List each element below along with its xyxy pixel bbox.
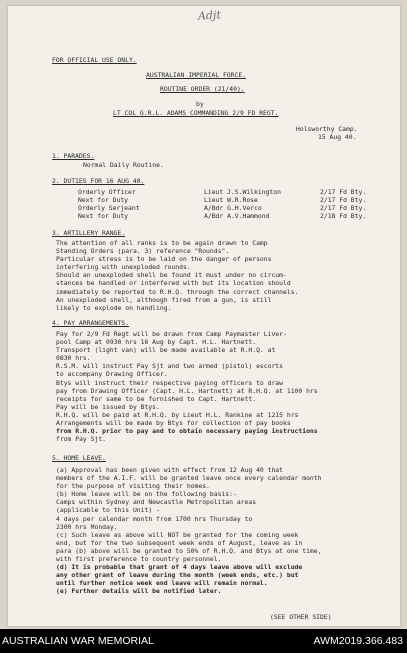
restriction-heading: FOR OFFICIAL USE ONLY. xyxy=(52,56,137,64)
by-line: by xyxy=(196,100,204,108)
duty-row: Orderly Serjeant A/Bdr G.H.Verco 2/17 Fd Bty. xyxy=(78,204,367,212)
place-line: Holsworthy Camp. xyxy=(296,125,358,133)
section-2-title: 2. DUTIES FOR 16 AUG 40. xyxy=(52,177,145,185)
force-heading: AUSTRALIAN IMPERIAL FORCE. xyxy=(146,71,247,79)
document-page xyxy=(8,6,400,626)
institution-label: AUSTRALIAN WAR MEMORIAL xyxy=(2,635,154,647)
section-4-body: Pay for 2/9 Fd Regt will be drawn from Camp Paymaster Liver- pool Camp at 0930 hrs 16 Aug by Capt. H.L. Hartnett. Transport (light van) will be made available at R.H.Q. at 0830 hrs. R.S.M. will instruct Pay Sjt and two armed (pistol) escorts to accompany Drawing Officer. Btys will instruct their respective paying officers to draw pay from Drawing Officer (Capt. H.L. Hartnett) at R.H.Q. at 1100 hrs receipts for same to be furnished to Capt. Hartnett. Pay will be issued by Btys. R.H.Q. will be paid at R.H.Q. by Lieut H.L. Rankine at 1215 hrs Arrangements will be made by Btys for collection of pay books from R.H.Q. prior to pay and to obtain necessary paying instructions from Pay Sjt. xyxy=(56,330,318,444)
order-heading: ROUTINE ORDER (21/40). xyxy=(160,85,245,93)
section-5-body: (a) Approval has been given with effect from 12 Aug 40 that members of the A.I.F. will be granted leave once every calendar month for the purpose of visiting their homes. (b) Home leave will be on the following basis:- Camps within Sydney and Newcastle Metropolitan areas (applicable to this Unit) - 4 days per calendar month from 1700 hrs Thursday to 2300 hrs Monday. (c) Such leave as above will NOT be granted for the coming week end, but for the two subsequent week ends of August, leave as in para (b) above will be granted to 50% of R.H.Q. and Btys at one time, with first preference to country personnel. (d) It is probable that grant of 4 days leave above will exclude any other grant of leave during the month (week ends, etc.) but until further notice week end leave will remain normal. (e) Further details will be notified later. xyxy=(56,466,322,596)
commander-line: LT COL G.R.L. ADAMS COMMANDING 2/9 FD REGT. xyxy=(113,109,279,117)
duty-row: Next for Duty A/Bdr A.V.Hammond 2/18 Fd Bty. xyxy=(78,212,367,220)
handwritten-annotation: Adjt xyxy=(197,8,222,23)
section-3-title: 3. ARTILLERY RANGE. xyxy=(52,229,126,237)
section-3-body: The attention of all ranks is to be again drawn to Camp Standing Orders (para. 3) reference "Rounds". Particular stress is to be laid on the danger of persons interfering with unexploded rounds. Should an unexploded shell be found it must under no circum- stances be handled or interfered with but its location should immediately be reported to R.H.Q. through the correct channels. An unexploded shell, although fired from a gun, is still likely to explode on handling. xyxy=(56,239,299,312)
date-line: 15 Aug 40. xyxy=(318,133,357,141)
see-other-side-note: (SEE OTHER SIDE) xyxy=(270,613,332,621)
section-4-title: 4. PAY ARRANGEMENTS. xyxy=(52,319,129,327)
section-1-title: 1. PARADES. xyxy=(52,152,95,160)
section-1-body: Normal Daily Routine. xyxy=(83,161,164,169)
section-5-title: 5. HOME LEAVE. xyxy=(52,454,106,462)
archive-footer xyxy=(0,629,407,653)
duty-row: Next for Duty Lieut W.R.Rose 2/17 Fd Bty. xyxy=(78,196,367,204)
accession-number: AWM2019.366.483 xyxy=(313,635,403,647)
duty-row: Orderly Officer Lieut J.S.Wilkington 2/17 Fd Bty. xyxy=(78,188,367,196)
